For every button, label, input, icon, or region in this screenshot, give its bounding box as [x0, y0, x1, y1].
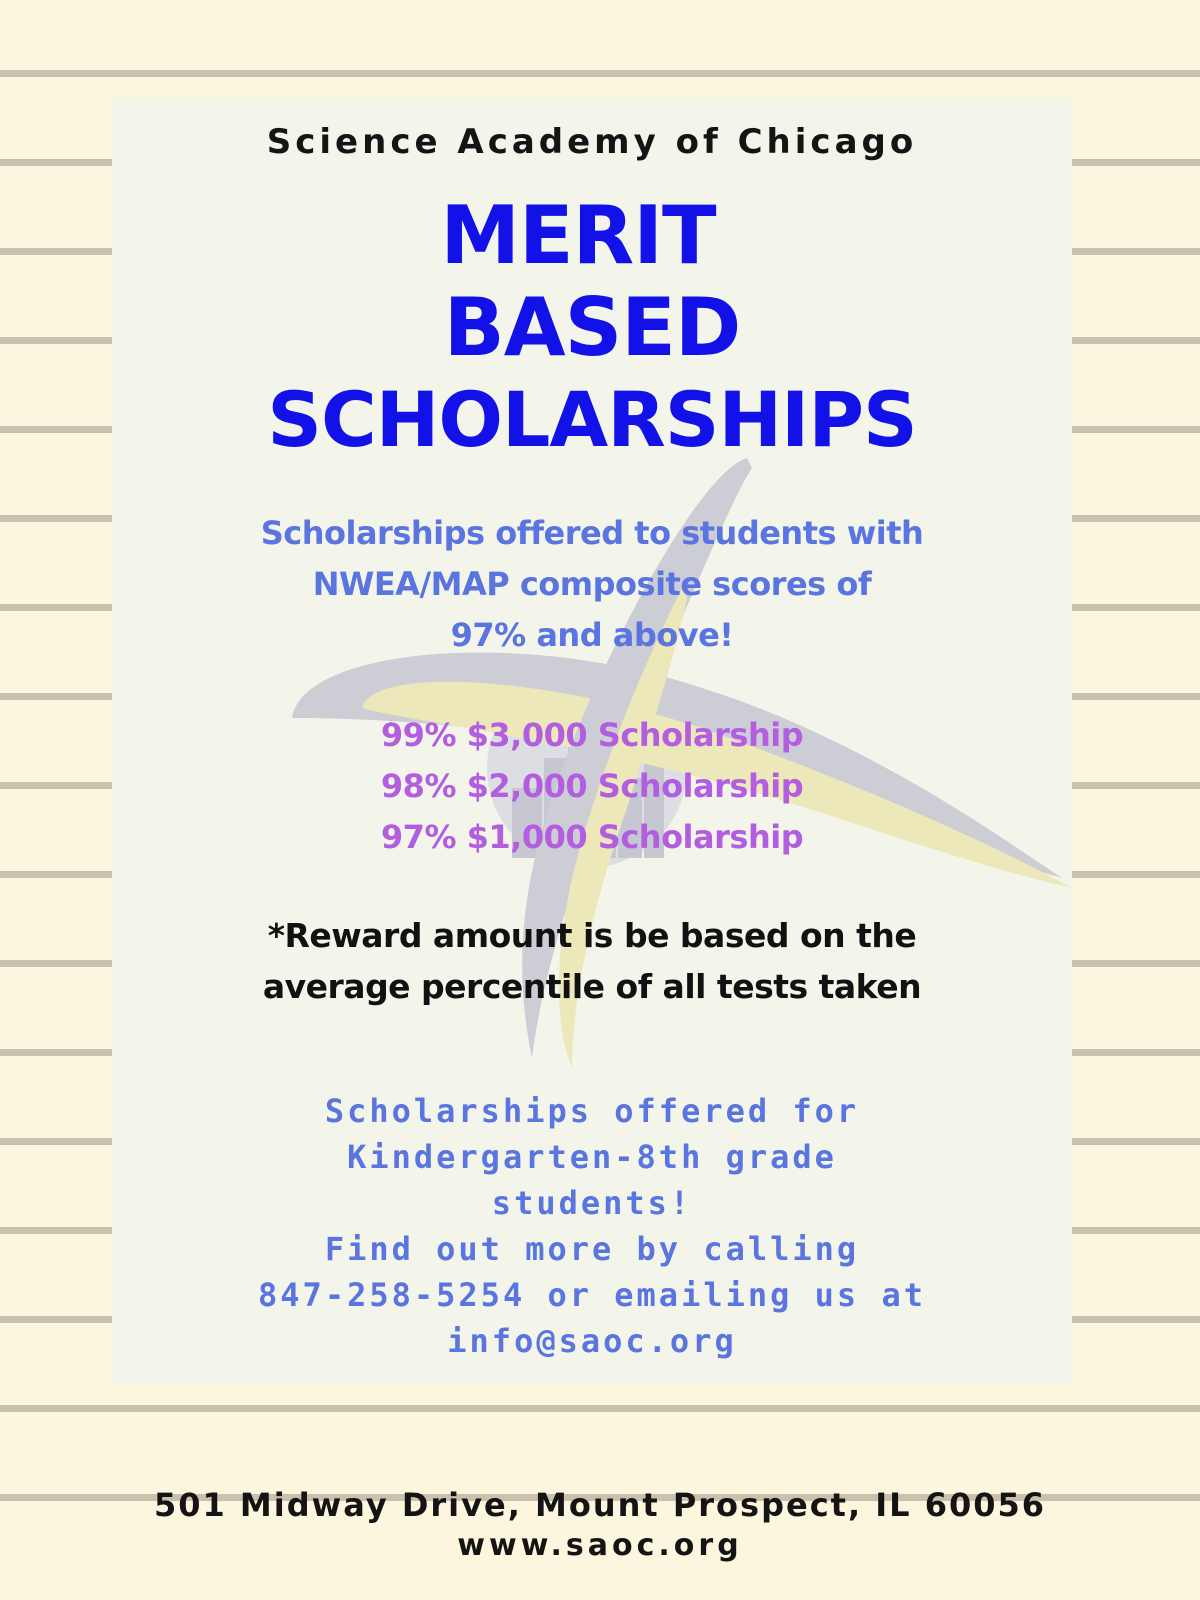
flyer-card	[112, 98, 1072, 1384]
background-stripe	[0, 70, 1200, 77]
school-address: 501 Midway Drive, Mount Prospect, IL 60056	[153, 1486, 1047, 1524]
grades-line: Scholarships offered for	[324, 1092, 860, 1130]
website-link[interactable]: www.saoc.org	[457, 1528, 743, 1563]
eligibility-line: NWEA/MAP composite scores of	[312, 565, 872, 603]
title-line-merit: MERIT	[440, 189, 716, 282]
school-name: Science Academy of Chicago	[266, 122, 918, 162]
tier-97: 97% $1,000 Scholarship	[380, 818, 804, 856]
phone-line: 847-258-5254 or emailing us at	[258, 1276, 926, 1314]
contact-info	[112, 1088, 1072, 1364]
tier-98: 98% $2,000 Scholarship	[380, 767, 804, 805]
eligibility-text	[112, 508, 1072, 661]
grades-line: students!	[491, 1184, 693, 1222]
title-line-scholarships: SCHOLARSHIPS	[267, 375, 917, 464]
contact-line: Find out more by calling	[324, 1230, 860, 1268]
grades-line: Kindergarten-8th grade	[347, 1138, 837, 1176]
reward-note-line: *Reward amount is be based on the	[267, 916, 917, 955]
scholarship-tiers	[112, 710, 1072, 863]
reward-note-line: average percentile of all tests taken	[262, 967, 922, 1006]
eligibility-line: Scholarships offered to students with	[260, 514, 924, 552]
email-link[interactable]: info@saoc.org	[447, 1322, 737, 1360]
background-stripe	[0, 1405, 1200, 1412]
tier-99: 99% $3,000 Scholarship	[380, 716, 804, 754]
eligibility-line: 97% and above!	[450, 616, 734, 654]
title-line-based: BASED	[443, 281, 741, 374]
reward-note	[112, 910, 1072, 1012]
